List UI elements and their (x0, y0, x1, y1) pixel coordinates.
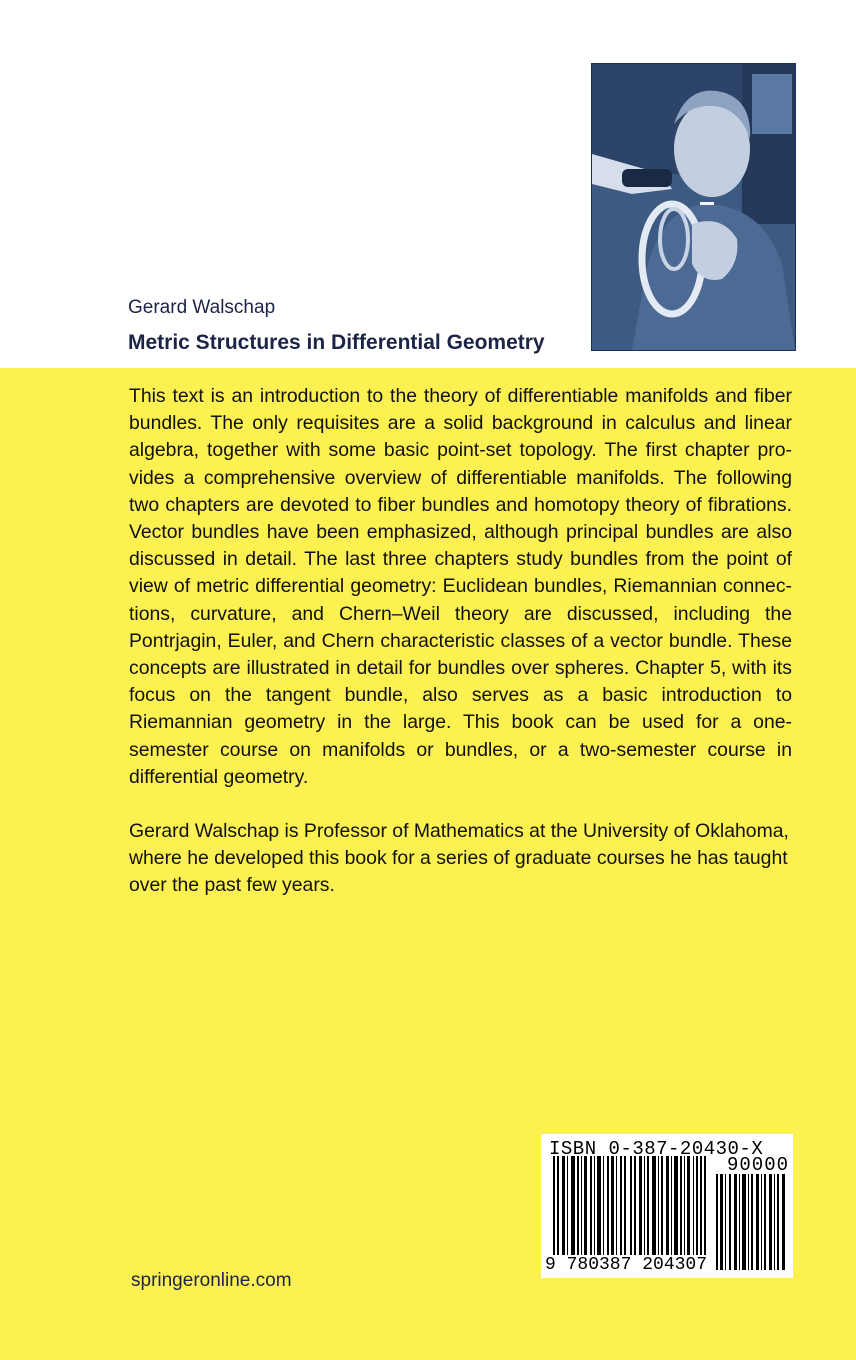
publisher-website[interactable]: springeronline.com (131, 1270, 292, 1291)
isbn-barcode (541, 1134, 793, 1278)
isbn-label: ISBN 0-387-20430-X (549, 1138, 764, 1160)
book-title: Metric Structures in Differential Geometry (128, 331, 545, 354)
author-photo (591, 63, 796, 351)
price-code: 90000 (726, 1154, 789, 1176)
book-description: This text is an introduction to the theory of differentiable manifolds and fiber bundles. The only requisites are a solid background in calculus and linear algebra, together with some basic point-set topology. The first chapter provides a comprehensive overview of differentiable manifolds. The following two chapters are devoted to fiber bundles and homotopy theory of fibrations. Vector bundles have been emphasized, although principal bundles are also discussed in detail. The last three chapters study bundles from the point of view of metric differential geometry: Euclidean bundles, Riemannian connections, curvature, and Chern–Weil theory are discussed, including the Pontrjagin, Euler, and Chern characteristic classes of a vector bundle. These concepts are illustrated in detail for bundles over spheres. Chapter 5, with its focus on the tangent bundle, also serves as a basic introduction to Riemannian geometry in the large. This book can be used for a one-semester course on manifolds or bundles, or a two-semester course in differential geometry. (129, 385, 792, 788)
addon-barcode-bars (716, 1174, 788, 1270)
author-name: Gerard Walschap (128, 297, 276, 318)
ean-digits: 9 780387 204307 (545, 1255, 708, 1275)
author-bio: Gerard Walschap is Professor of Mathematics at the University of Oklahoma, where he developed this book for a series of graduate courses he has taught over the past few years. (129, 820, 789, 897)
